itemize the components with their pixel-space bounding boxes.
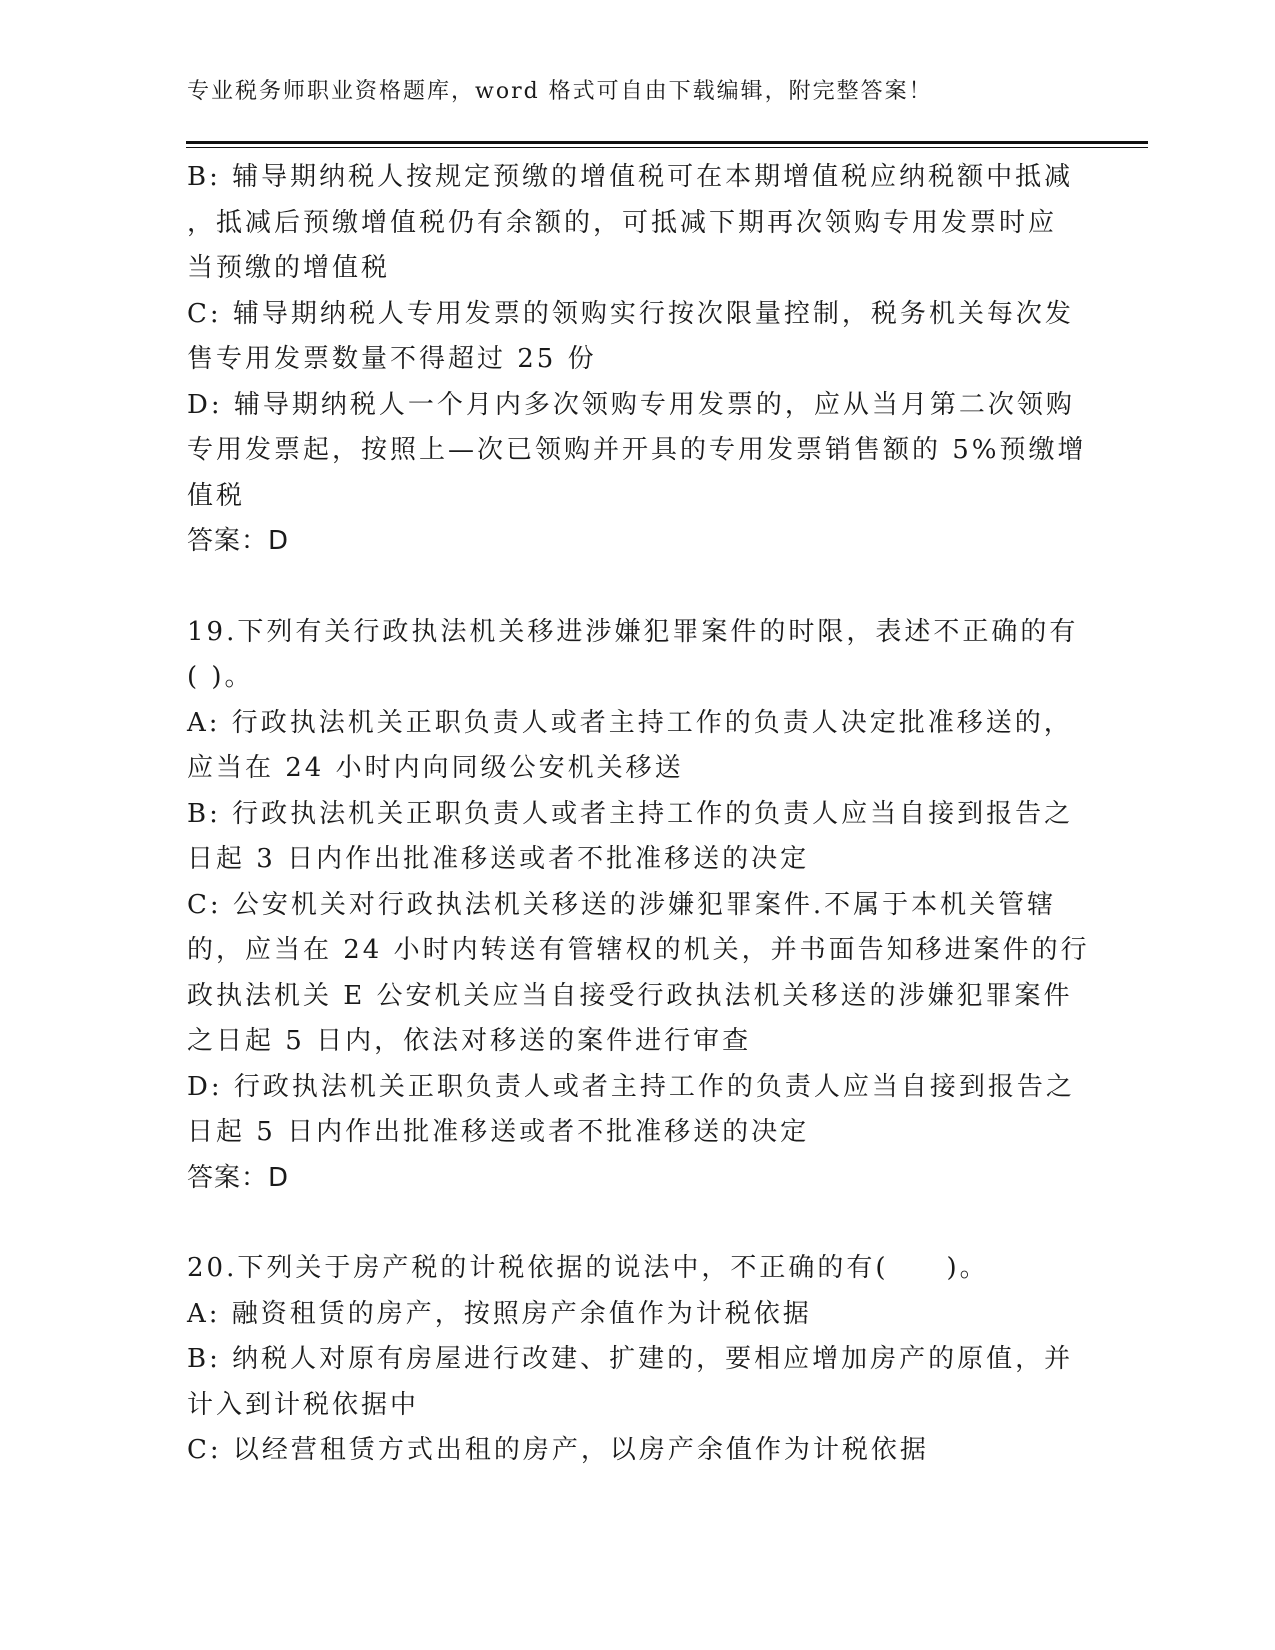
option-line: 计入到计税依据中 <box>187 1389 420 1420</box>
question-gap <box>187 565 1077 610</box>
q19-answer: 答案：D <box>187 1162 290 1193</box>
option-line: C: 以经营租赁方式出租的房产，以房产余值作为计税依据 <box>187 1435 929 1465</box>
q19-stem <box>187 610 1077 701</box>
header-rule-thin <box>186 147 1148 148</box>
option-line: 日起 3 日内作出批准移送或者不批准移送的决定 <box>187 844 810 874</box>
header-rule-thick <box>186 141 1148 144</box>
option-line: 专用发票起，按照上—次已领购并开具的专用发票销售额的 5%预缴增 <box>187 435 1087 465</box>
stem-line: 19.下列有关行政执法机关移进涉嫌犯罪案件的时限，表述不正确的有 <box>187 616 1079 647</box>
q18-option-d <box>187 383 1087 520</box>
option-line: 日起 5 日内作出批准移送或者不批准移送的决定 <box>187 1117 810 1147</box>
option-line: 之日起 5 日内，依法对移送的案件进行审查 <box>187 1026 752 1056</box>
option-line: 当预缴的增值税 <box>187 253 391 283</box>
option-line: 政执法机关 E 公安机关应当自接受行政执法机关移送的涉嫌犯罪案件 <box>187 980 1073 1011</box>
q19-option-b <box>187 792 1077 883</box>
option-line: 售专用发票数量不得超过 25 份 <box>187 344 597 374</box>
option-line: B: 纳税人对原有房屋进行改建、扩建的，要相应增加房产的原值，并 <box>187 1344 1074 1374</box>
option-line: C: 辅导期纳税人专用发票的领购实行按次限量控制，税务机关每次发 <box>187 298 1074 329</box>
q20-stem <box>187 1246 1077 1292</box>
q19-option-d <box>187 1065 1077 1156</box>
option-line: ，抵减后预缴增值税仍有余额的，可抵减下期再次领购专用发票时应 <box>187 207 1058 238</box>
q18-option-c <box>187 292 1077 383</box>
document-body <box>187 155 1090 1474</box>
option-line: A: 融资租赁的房产，按照房产余值作为计税依据 <box>187 1298 812 1329</box>
page-header-text: 专业税务师职业资格题库，word 格式可自由下载编辑，附完整答案！ <box>187 79 933 104</box>
option-line: 应当在 24 小时内向同级公安机关移送 <box>187 753 684 783</box>
q18-answer: 答案：D <box>187 526 290 556</box>
stem-line: 20.下列关于房产税的计税依据的说法中，不正确的有( )。 <box>187 1253 989 1283</box>
option-line: D: 辅导期纳税人一个月内多次领购专用发票的，应从当月第二次领购 <box>187 389 1075 420</box>
stem-line: ( )。 <box>187 662 254 692</box>
option-line: B: 行政执法机关正职负责人或者主持工作的负责人应当自接到报告之 <box>187 798 1074 829</box>
option-line: A: 行政执法机关正职负责人或者主持工作的负责人决定批准移送的， <box>187 707 1073 738</box>
q18-option-b <box>187 155 1077 292</box>
q19-option-c <box>187 883 1090 1065</box>
q20-option-b <box>187 1337 1077 1428</box>
q19-option-a <box>187 701 1077 792</box>
option-line: D: 行政执法机关正职负责人或者主持工作的负责人应当自接到报告之 <box>187 1071 1075 1102</box>
option-line: B: 辅导期纳税人按规定预缴的增值税可在本期增值税应纳税额中抵减 <box>187 162 1074 192</box>
q20-option-c <box>187 1428 1077 1474</box>
q20-option-a <box>187 1292 1077 1338</box>
option-line: C: 公安机关对行政执法机关移送的涉嫌犯罪案件.不属于本机关管辖 <box>187 889 1057 920</box>
option-line: 的，应当在 24 小时内转送有管辖权的机关，并书面告知移进案件的行 <box>187 935 1090 965</box>
question-gap <box>187 1201 1077 1246</box>
option-line: 值税 <box>187 480 246 511</box>
